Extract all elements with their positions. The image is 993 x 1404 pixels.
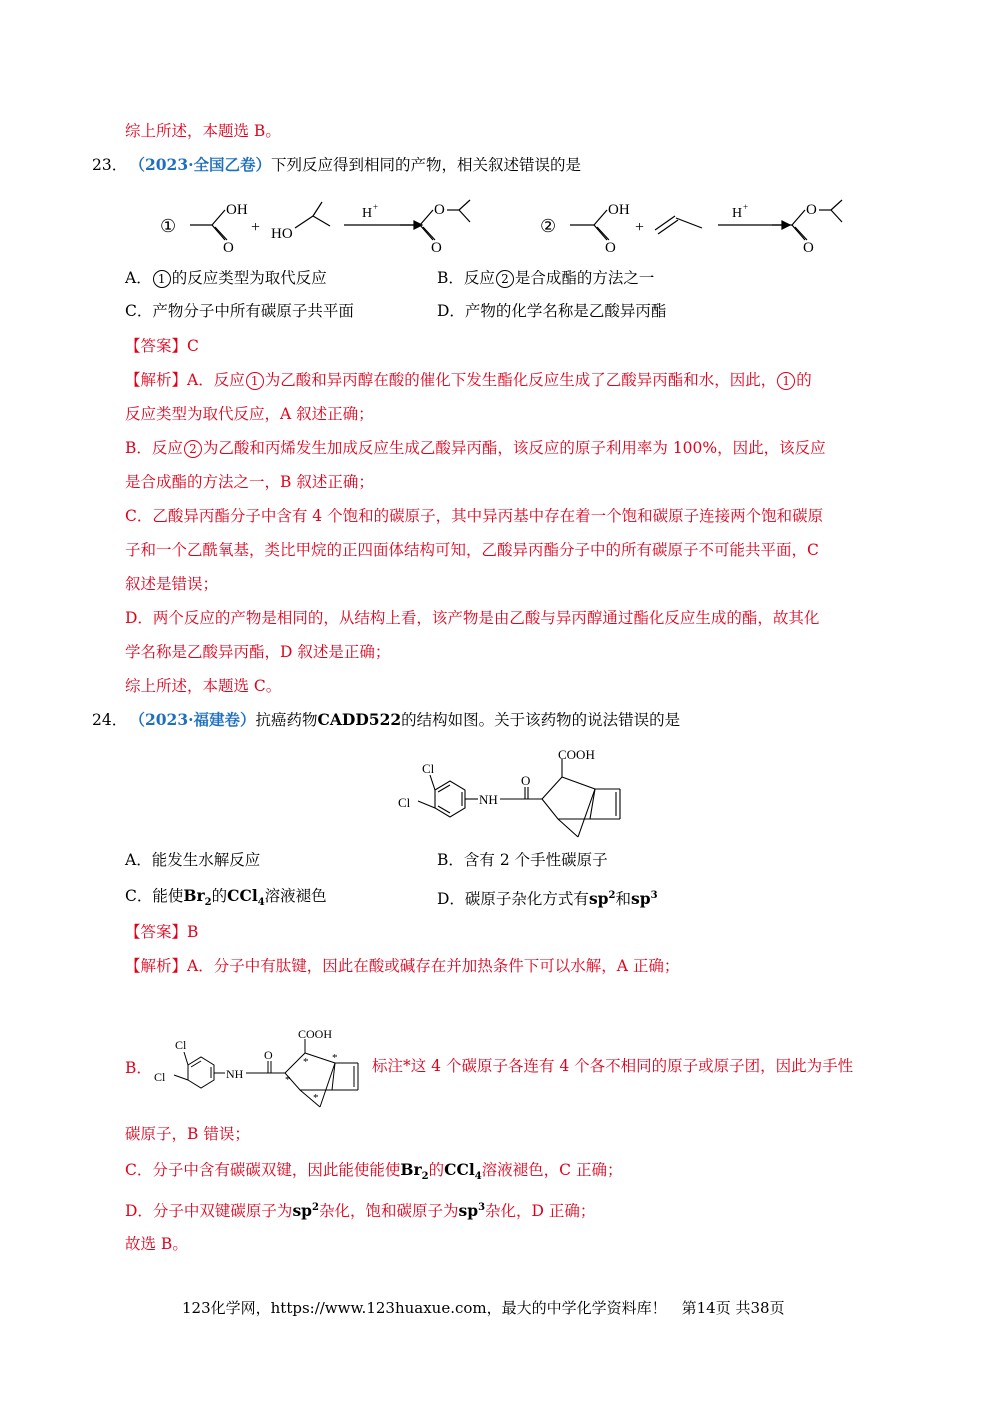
question-stem: 的结构如图。关于该药物的说法错误的是 [401,711,681,729]
cooh-label: COOH [298,1027,333,1041]
analysis-24-summary: 故选 B。 [125,1235,188,1253]
analysis-23-summary: 综上所述，本题选 C。 [125,677,282,695]
formula-br: Br [183,886,205,905]
circled-number: 1 [246,372,264,390]
cl-label: Cl [175,1038,187,1052]
formula-sub: 4 [257,897,265,909]
circled-number: 1 [153,270,171,288]
plus-sign: + [635,219,645,236]
answer-23: 【答案】C [125,337,199,355]
analysis-23-d-line1: D．两个反应的产物是相同的，从结构上看，该产物是由乙酸与异丙醇通过酯化反应生成的酯，故其化 [125,609,820,627]
formula-sup: 2 [608,890,616,901]
catalyst-sup: + [743,202,749,212]
option-a [125,268,327,288]
question-number: 23． [92,156,128,174]
question-23-header [92,155,581,175]
option-text: 和 [615,890,631,909]
option-b-prefix: B．反应 [437,269,495,287]
option-a-text: 的反应类型为取代反应 [171,269,327,287]
cooh-label: COOH [558,747,595,762]
option-b-24: B．含有 2 个手性碳原子 [437,851,608,869]
option-text: C．能使 [125,887,184,905]
formula-sub: 4 [474,1171,482,1183]
prev-summary: 综上所述，本题选 B。 [125,122,281,140]
analysis-23-d-line2: 学名称是乙酸异丙酯，D 叙述是正确； [125,643,391,661]
question-stem: 下列反应得到相同的产物，相关叙述错误的是 [271,156,582,174]
analysis-text: 为乙酸和异丙醇在酸的催化下发生酯化反应生成了乙酸异丙酯和水，因此， [264,371,777,389]
analysis-23-b-line2: 是合成酯的方法之一，B 叙述正确； [125,473,374,491]
oh-label: OH [608,202,630,218]
o-label: O [223,240,234,256]
catalyst-label: H [732,206,743,221]
formula-sp: sp [631,889,651,909]
o-label: O [605,240,616,256]
analysis-23-a-line1 [125,370,812,390]
formula-ccl: CCl [444,1160,475,1179]
analysis-text: 为乙酸和丙烯发生加成反应生成乙酸异丙酯，该反应的原子利用率为 100%，因此，该反应 [202,439,826,457]
option-text: 溶液褪色 [264,887,327,905]
option-text: 的 [211,887,228,905]
analysis-text: 的 [796,371,812,389]
question-24-header [92,710,680,730]
chiral-star: * [332,1052,338,1064]
option-d: D．产物的化学名称是乙酸异丙酯 [437,302,667,320]
formula-sup: 2 [312,1202,319,1213]
analysis-23-c-line3: 叙述是错误； [125,575,219,593]
formula-sp: sp [458,1201,479,1221]
question-stem: 抗癌药物 [255,711,318,729]
analysis-text: 的 [428,1161,445,1179]
option-d-24 [437,886,658,909]
formula-br: Br [400,1160,422,1179]
analysis-24-d [125,1198,595,1221]
option-a-prefix: A． [125,269,152,287]
plus-sign: + [251,219,261,236]
formula-sup: 3 [478,1202,486,1213]
analysis-23-c-line1: C．乙酸异丙酯分子中含有 4 个饱和的碳原子，其中异丙基中存在着一个饱和碳原子连接两个饱和碳原 [125,507,824,525]
analysis-text: 【解析】A．反应 [125,371,245,389]
analysis-text: 溶液褪色，C 正确； [481,1161,623,1179]
nh-label: NH [226,1067,244,1081]
formula-sp: sp [292,1201,313,1221]
o-label: O [803,240,814,256]
analysis-24-b-line1: 标注*这 4 个碳原子各连有 4 个各不相同的原子或原子团，因此为手性 [372,1057,854,1075]
analysis-23-b-line1 [125,438,826,458]
circled-number: 2 [496,270,514,288]
analysis-text: 杂化，饱和碳原子为 [318,1202,459,1221]
oh-label: OH [226,202,248,218]
o-label: O [806,202,817,218]
formula-sup: 3 [650,890,658,901]
question-number: 24． [92,711,128,729]
formula-ccl: CCl [227,886,258,905]
analysis-text: D．分子中双键碳原子为 [125,1202,293,1221]
chiral-star: * [313,1092,319,1104]
option-c-24 [125,886,327,913]
analysis-24-b-line2: 碳原子，B 错误； [125,1125,250,1143]
cl-label: Cl [398,795,411,810]
analysis-23-a-line2: 反应类型为取代反应，A 叙述正确； [125,405,374,423]
option-b [437,268,654,288]
cl-label: Cl [422,761,435,776]
analysis-24-c [125,1160,622,1187]
page-footer: 123化学网，https://www.123huaxue.com，最大的中学化学资料库！ 第14页 共38页 [182,1299,785,1317]
drug-name: CADD522 [317,710,402,729]
answer-24: 【答案】B [125,923,199,941]
cl-label: Cl [154,1070,166,1084]
nh-label: NH [479,792,498,807]
reaction-1-label: ① [160,216,177,236]
catalyst-label: H [362,206,373,221]
formula-sub: 2 [421,1171,429,1183]
o-label: O [431,240,442,256]
cadd522-structure [390,745,650,845]
analysis-24-b-prefix: B． [125,1059,152,1077]
question-source: （2023·全国乙卷） [137,155,272,174]
o-label: O [434,202,445,218]
chiral-star: * [285,1074,291,1086]
circled-number: 2 [184,440,202,458]
analysis-text: 杂化，D 正确； [485,1202,596,1221]
o-label: O [264,1048,273,1062]
cadd522-structure-annotated [150,1025,375,1110]
o-label: O [521,773,531,788]
catalyst-sup: + [373,202,379,212]
chiral-star: * [303,1056,309,1068]
option-b-text: 是合成酯的方法之一 [514,269,655,287]
circled-number: 1 [777,372,795,390]
option-c: C．产物分子中所有碳原子共平面 [125,302,354,320]
option-a-24: A．能发生水解反应 [125,851,261,869]
question-source: （2023·福建卷） [137,710,256,729]
reaction-scheme [150,190,870,260]
ho-label: HO [271,226,293,242]
analysis-text: B．反应 [125,439,183,457]
option-text: D．碳原子杂化方式有 [437,890,589,909]
analysis-23-c-line2: 子和一个乙酰氧基，类比甲烷的正四面体结构可知，乙酸异丙酯分子中的所有碳原子不可能共平面，C [125,541,819,559]
analysis-24-a: 【解析】A．分子中有肽键，因此在酸或碱存在并加热条件下可以水解，A 正确； [125,957,680,975]
analysis-text: C．分子中含有碳碳双键，因此能使能使 [125,1161,401,1179]
reaction-2-label: ② [540,216,557,236]
formula-sub: 2 [204,897,212,909]
formula-sp: sp [588,889,609,909]
